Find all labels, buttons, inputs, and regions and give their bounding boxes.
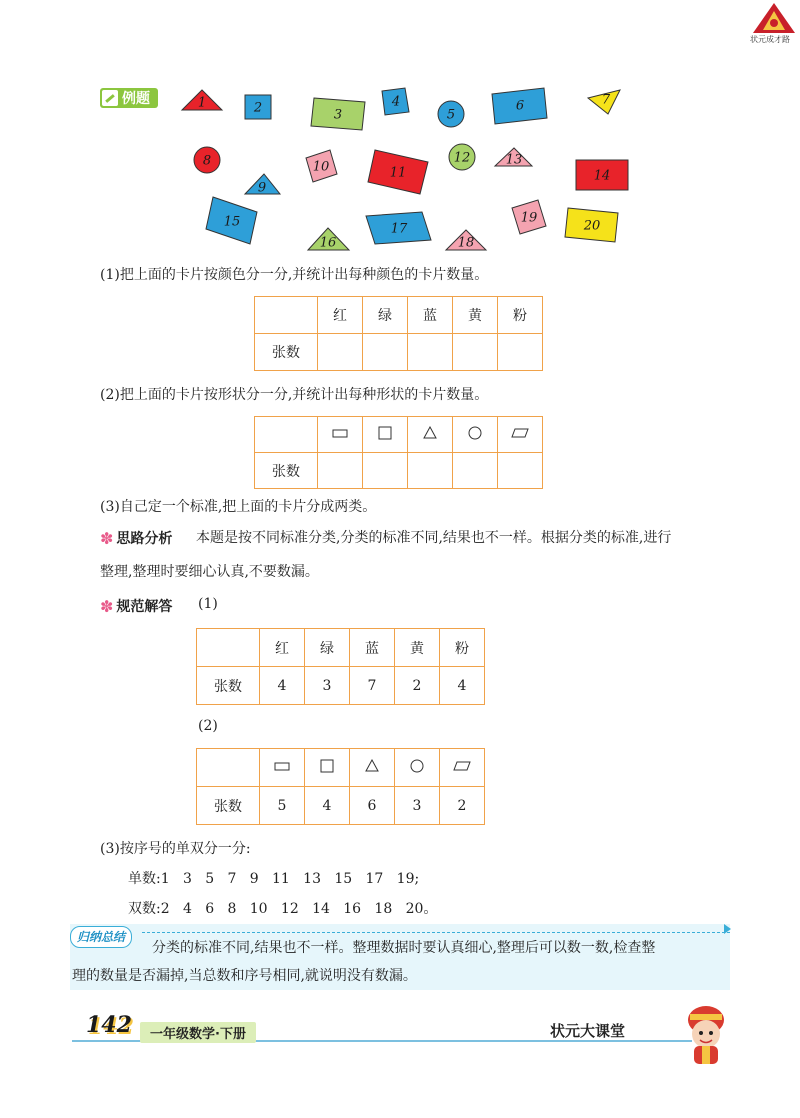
flower-icon: ✽ [100, 528, 114, 548]
analysis-line-1: 本题是按不同标准分类,分类的标准不同,结果也不一样。根据分类的标准,进行 [196, 530, 672, 546]
q2-blank-cell[interactable] [408, 453, 453, 489]
answer-shape-table [196, 748, 485, 825]
q2-blank-cell[interactable] [498, 453, 543, 489]
q2-table [254, 416, 543, 489]
color-count: 4 [440, 667, 485, 705]
q1-table [254, 296, 543, 371]
answer-corner [197, 629, 260, 667]
mascot-illustration [676, 1000, 736, 1066]
card-15-num: 15 [223, 214, 241, 230]
q2-header [318, 417, 363, 453]
shape-count: 6 [350, 787, 395, 825]
q1-blank-cell[interactable] [318, 334, 363, 371]
card-1-num: 1 [197, 95, 207, 111]
shape-header [305, 749, 350, 787]
q2-header [408, 417, 453, 453]
card-14-num: 14 [593, 168, 611, 184]
arrow-icon [724, 924, 731, 934]
card-5-num: 5 [446, 107, 456, 123]
card-16-num: 16 [319, 235, 337, 251]
brand-name: 状元大课堂 [550, 1022, 626, 1040]
summary-divider [142, 932, 730, 933]
cards-svg [0, 0, 800, 260]
answer-row-label: 张数 [197, 787, 260, 825]
analysis-title: 思路分析 [116, 531, 173, 547]
summary-tag: 归纳总结 [70, 926, 132, 948]
color-header: 蓝 [350, 629, 395, 667]
shape-header [260, 749, 305, 787]
q2-blank-cell[interactable] [453, 453, 498, 489]
square-icon [378, 426, 392, 440]
shape-header [395, 749, 440, 787]
q1-blank-cell[interactable] [408, 334, 453, 371]
card-13-num: 13 [505, 152, 523, 168]
color-header: 黄 [395, 629, 440, 667]
q1-corner [255, 297, 318, 334]
answer-corner [197, 749, 260, 787]
answer-part-2-label: (2) [198, 718, 218, 734]
color-header: 红 [260, 629, 305, 667]
triangle-icon [365, 759, 379, 772]
q2-header [453, 417, 498, 453]
q1-header: 黄 [453, 297, 498, 334]
question-3: (3)自己定一个标准,把上面的卡片分成两类。 [100, 499, 377, 515]
card-8-num: 8 [202, 153, 212, 169]
square-icon [320, 759, 334, 773]
odd-numbers: 单数:1 3 5 7 9 11 13 15 17 19; [128, 871, 420, 887]
triangle-icon [423, 426, 437, 439]
color-count: 7 [350, 667, 395, 705]
shape-header [350, 749, 395, 787]
q2-row-label: 张数 [255, 453, 318, 489]
page-number: 142 [86, 1012, 132, 1038]
color-header: 绿 [305, 629, 350, 667]
shape-header [440, 749, 485, 787]
card-3-num: 3 [333, 107, 343, 123]
summary-line-2: 理的数量是否漏掉,当总数和序号相同,就说明没有数漏。 [72, 968, 417, 984]
answer-heading [100, 596, 172, 616]
q1-blank-cell[interactable] [498, 334, 543, 371]
answer-row-label: 张数 [197, 667, 260, 705]
book-title: 一年级数学·下册 [140, 1022, 256, 1043]
q1-header: 绿 [363, 297, 408, 334]
analysis-line-2: 整理,整理时要细心认真,不要数漏。 [100, 564, 319, 580]
parallelogram-icon [511, 427, 529, 439]
q1-row-label: 张数 [255, 334, 318, 371]
summary-line-1: 分类的标准不同,结果也不一样。整理数据时要认真细心,整理后可以数一数,检查整 [152, 940, 656, 956]
q2-header [363, 417, 408, 453]
answer-part-3: (3)按序号的单双分一分: [100, 841, 251, 857]
card-illustration [0, 0, 800, 260]
rectangle-icon [332, 427, 348, 439]
q2-corner [255, 417, 318, 453]
card-18-num: 18 [457, 235, 475, 251]
q2-header [498, 417, 543, 453]
rectangle-icon [274, 760, 290, 772]
parallelogram-icon [453, 760, 471, 772]
color-header: 粉 [440, 629, 485, 667]
example-tag-label: 例题 [122, 91, 150, 107]
circle-icon [410, 759, 424, 773]
answer-color-table [196, 628, 485, 705]
color-count: 4 [260, 667, 305, 705]
card-10-num: 10 [312, 159, 330, 175]
even-numbers: 双数:2 4 6 8 10 12 14 16 18 20。 [128, 901, 438, 917]
q2-blank-cell[interactable] [318, 453, 363, 489]
shape-count: 2 [440, 787, 485, 825]
logo-text: 状元成才路 [750, 35, 790, 44]
q1-header: 红 [318, 297, 363, 334]
card-11-num: 11 [389, 165, 407, 181]
analysis-heading [100, 528, 172, 548]
color-count: 3 [305, 667, 350, 705]
shape-count: 3 [395, 787, 440, 825]
q2-blank-cell[interactable] [363, 453, 408, 489]
q1-blank-cell[interactable] [453, 334, 498, 371]
circle-icon [468, 426, 482, 440]
card-7-num: 7 [601, 92, 611, 108]
card-19-num: 19 [520, 210, 538, 226]
q1-header: 粉 [498, 297, 543, 334]
card-20-num: 20 [583, 218, 601, 234]
card-9-num: 9 [257, 180, 267, 196]
answer-part-1-label: (1) [198, 596, 218, 612]
q1-blank-cell[interactable] [363, 334, 408, 371]
card-12-num: 12 [453, 150, 471, 166]
card-17-num: 17 [390, 221, 408, 237]
card-2-num: 2 [253, 100, 263, 116]
question-2: (2)把上面的卡片按形状分一分,并统计出每种形状的卡片数量。 [100, 387, 489, 403]
q1-header: 蓝 [408, 297, 453, 334]
shape-count: 5 [260, 787, 305, 825]
card-6-num: 6 [515, 98, 525, 114]
answer-title: 规范解答 [116, 599, 173, 615]
card-4-num: 4 [391, 94, 401, 110]
flower-icon: ✽ [100, 596, 114, 616]
color-count: 2 [395, 667, 440, 705]
question-1: (1)把上面的卡片按颜色分一分,并统计出每种颜色的卡片数量。 [100, 267, 489, 283]
shape-count: 4 [305, 787, 350, 825]
